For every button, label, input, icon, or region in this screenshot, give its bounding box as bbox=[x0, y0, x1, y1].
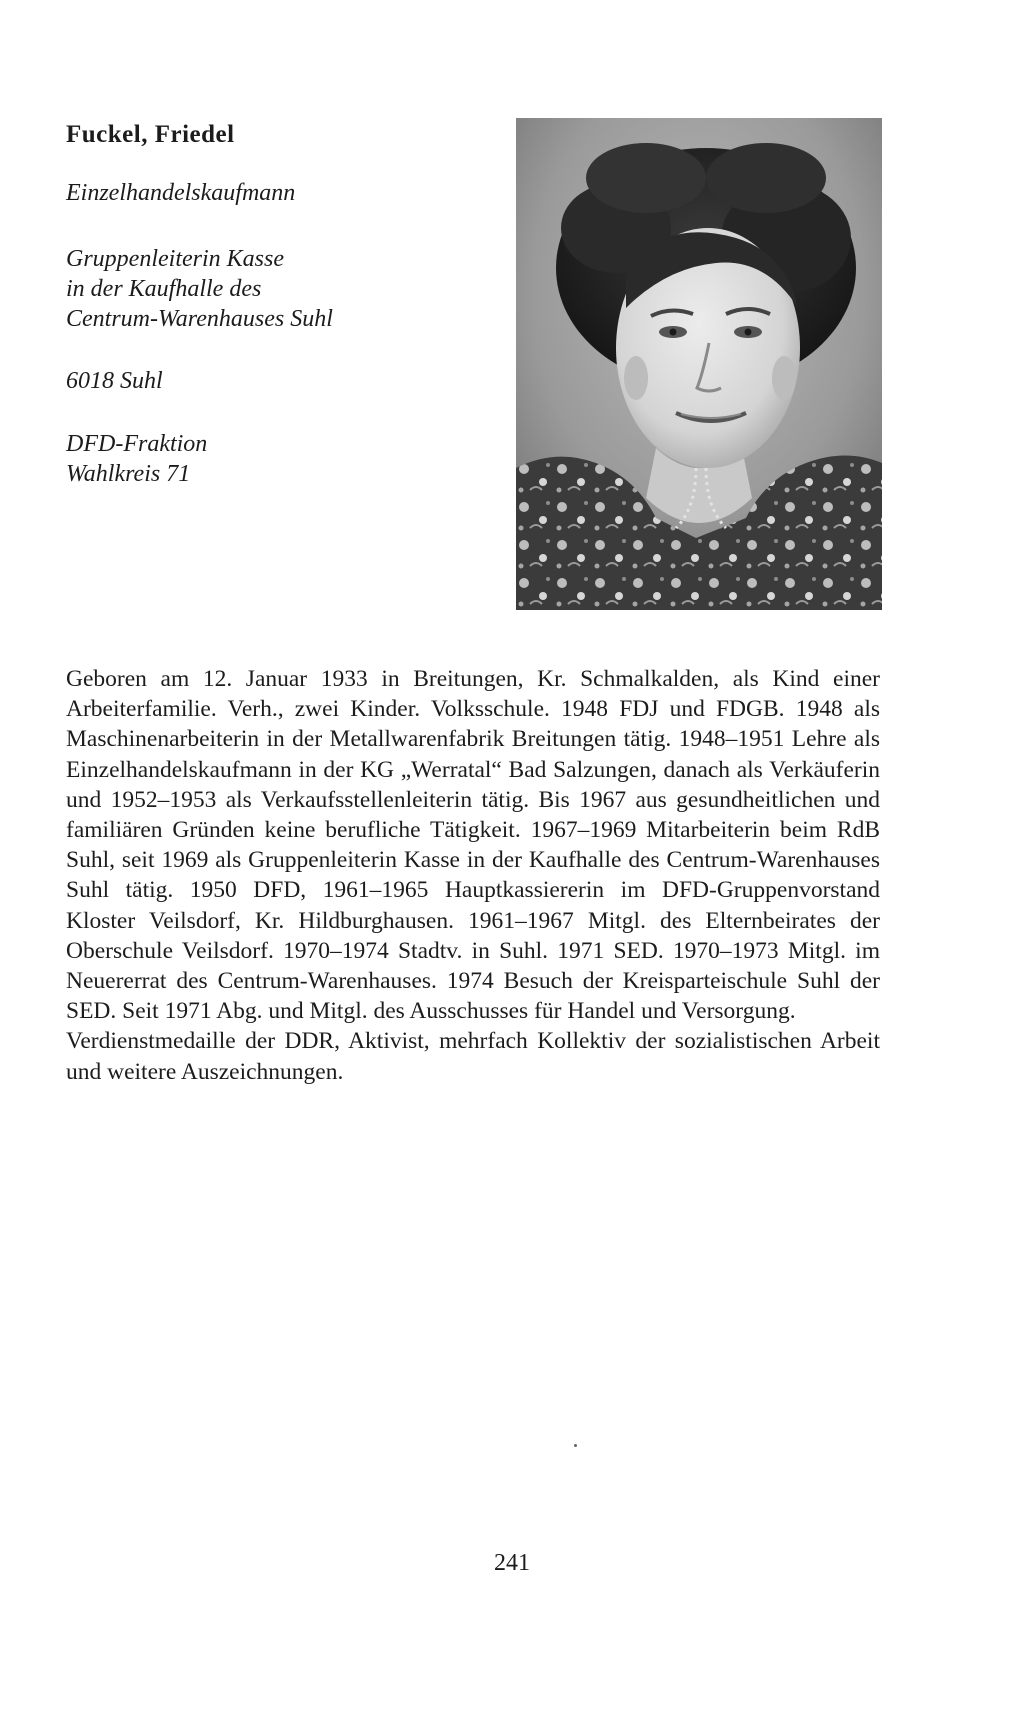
entry-profession: Einzelhandelskaufmann bbox=[66, 180, 296, 206]
entry-faction bbox=[66, 429, 207, 489]
portrait-photo bbox=[516, 118, 882, 610]
faction-line: DFD-Fraktion bbox=[66, 431, 208, 457]
entry-location: 6018 Suhl bbox=[66, 368, 163, 394]
faction-line: Wahlkreis 71 bbox=[66, 461, 191, 487]
position-line: Gruppenleiterin Kasse bbox=[66, 246, 284, 272]
entry-position bbox=[66, 244, 333, 334]
awards-text: Verdienstmedaille der DDR, Aktivist, mehrfach Kollektiv der sozialistischen Arbeit und weitere Auszeichnungen. bbox=[66, 1028, 880, 1085]
position-line: Centrum-Warenhauses Suhl bbox=[66, 306, 333, 332]
position-line: in der Kaufhalle des bbox=[66, 276, 262, 302]
biography-text: Geboren am 12. Januar 1933 in Breitungen, Kr. Schmalkalden, als Kind einer Arbeiterfamilie. Verh., zwei Kinder. Volksschule. 1948 FDJ und FDGB. 1948 als Maschinenarbeiterin in der Metallwarenfabrik Breitungen tätig. 1948–1951 Lehre als Einzelhandelskaufmann in der KG „Werratal“ Bad Salzungen, danach als Verkäuferin und 1952–1953 als Verkaufsstellenleiterin tätig. Bis 1967 aus gesundheitlichen und familiären Gründen keine berufliche Tätigkeit. 1967–1969 Mitarbeiterin beim RdB Suhl, seit 1969 als Gruppenleiterin Kasse in der Kaufhalle des Centrum-Warenhauses Suhl tätig. 1950 DFD, 1961–1965 Hauptkassiererin im DFD-Gruppenvorstand Kloster Veilsdorf, Kr. Hildburghausen. 1961–1967 Mitgl. des Elternbeirates der Oberschule Veilsdorf. 1970–1974 Stadtv. in Suhl. 1971 SED. 1970–1973 Mitgl. im Neuererrat des Centrum-Warenhauses. 1974 Besuch der Kreisparteischule Suhl der SED. Seit 1971 Abg. und Mitgl. des Ausschusses für Handel und Versorgung. bbox=[66, 666, 880, 1025]
page-number: 241 bbox=[494, 1550, 530, 1576]
biography bbox=[66, 664, 880, 1087]
entry-name: Fuckel, Friedel bbox=[66, 121, 235, 148]
dot-mark bbox=[574, 1444, 577, 1447]
portrait-image bbox=[516, 118, 882, 610]
